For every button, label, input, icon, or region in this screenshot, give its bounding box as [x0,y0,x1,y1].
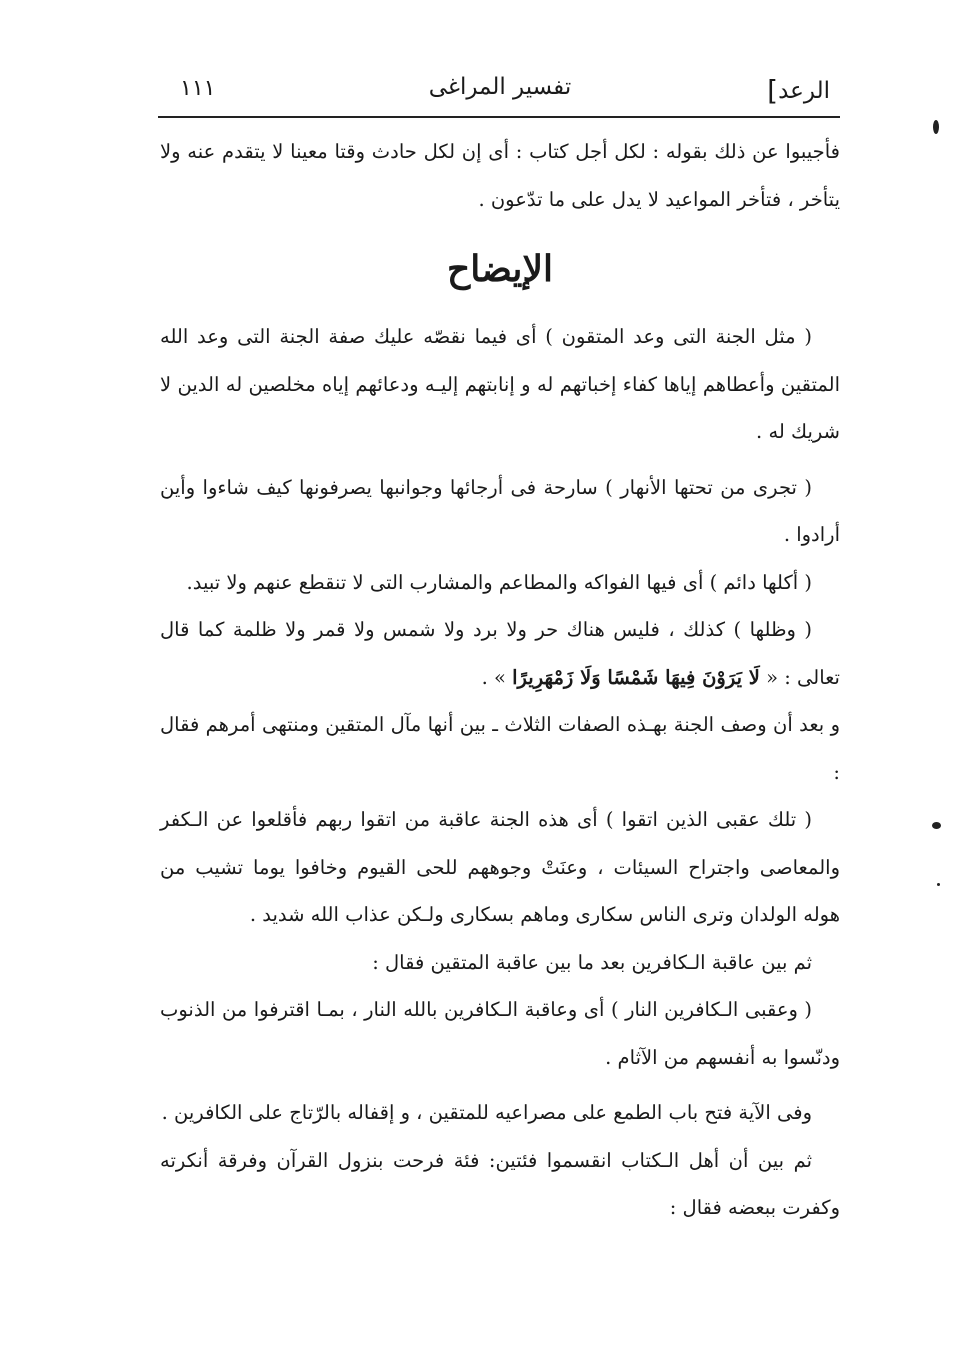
paragraph-3: ( أكلها دائم ) أى فيها الفواكه والمطاعم والمشارب التى لا تنقطع عنهم ولا تبيد. [186,570,812,594]
chapter-bracket: ] [767,74,779,107]
intro-paragraph: فأجيبوا عن ذلك بقوله : لكل أجل كتاب : أى إن لكل حادث وقتا معينا لا يتقدم عنه ولا يتأخر ، فتأخر المواعيد لا يدل على ما تدّعون . [160,140,840,211]
page-number: ١١١ [180,76,216,101]
margin-mark [932,822,941,829]
paragraph-4-tail: » . [481,665,513,689]
main-text [160,128,840,1232]
book-title: تفسير المراغى [428,74,572,100]
paragraph-7: ثم بين عاقبة الـكافرين بعد ما بين عاقبة المتقين فقال : [372,950,812,974]
margin-mark [933,120,939,134]
chapter-name-text: الرعد [778,78,830,104]
paragraph-6: ( تلك عقبى الذين اتقوا ) أى هذه الجنة عاقبة من اتقوا ربهم فأقلعوا عن الـكفر والمعاصى واجتراح السيئات ، وعنَتْ وجوههم للحى القيوم وخافوا يوما تشيب من هوله الولدان وترى الناس سكارى وماهم بسكارى ولـكن عذاب الله شديد . [160,808,840,926]
paragraph-4 [160,606,840,701]
paragraph-8: ( وعقبى الـكافرين النار ) أى وعاقبة الـكافرين بالله النار ، بمـا اقترفوا من الذنوب ودنّسوا به أنفسهم من الآثام . [160,998,840,1069]
margin-mark [937,883,940,886]
quran-verse: لَا يَرَوْنَ فِيهَا شَمْسًا وَلَا زَمْهَرِيرًا [512,665,760,689]
section-heading: الإيضاح [447,248,553,290]
paragraph-4-lead: ( وظلها ) كذلك ، فليس هناك حر ولا برد ولا شمس ولا قمر ولا ظلمة كما قال تعالى : « [160,618,840,689]
paragraph-5: و بعد أن وصف الجنة بهـذه الصفات الثلاث ـ بين أنها مآل المتقين ومنتهى أمرهم فقال : [160,713,840,784]
running-header [160,70,840,110]
paragraph-9: وفى الآية فتح باب الطمع على مصراعيه للمتقين ، و إقفاله بالرّتاج على الكافرين . [161,1101,812,1124]
paragraph-1: ( مثل الجنة التى وعد المتقون ) أى فيما نقصّه عليك صفة الجنة التى وعد الله المتقين وأعطاهم إياها كفاء إخباتهم له و إنابتهم إليـه ودعائهم إياه مخلصين له الدين لا شريك له . [160,325,840,443]
paragraph-2: ( تجرى من تحتها الأنهار ) سارحة فى أرجائها وجوانبها يصرفونها كيف شاءوا وأين أرادوا . [160,475,840,546]
header-divider [158,116,840,118]
paragraph-10: ثم بين أن أهل الـكتاب انقسموا فئتين: فئة فرحت بنزول القرآن وفرقة أنكرته وكفرت ببعضه فقال : [160,1148,840,1219]
